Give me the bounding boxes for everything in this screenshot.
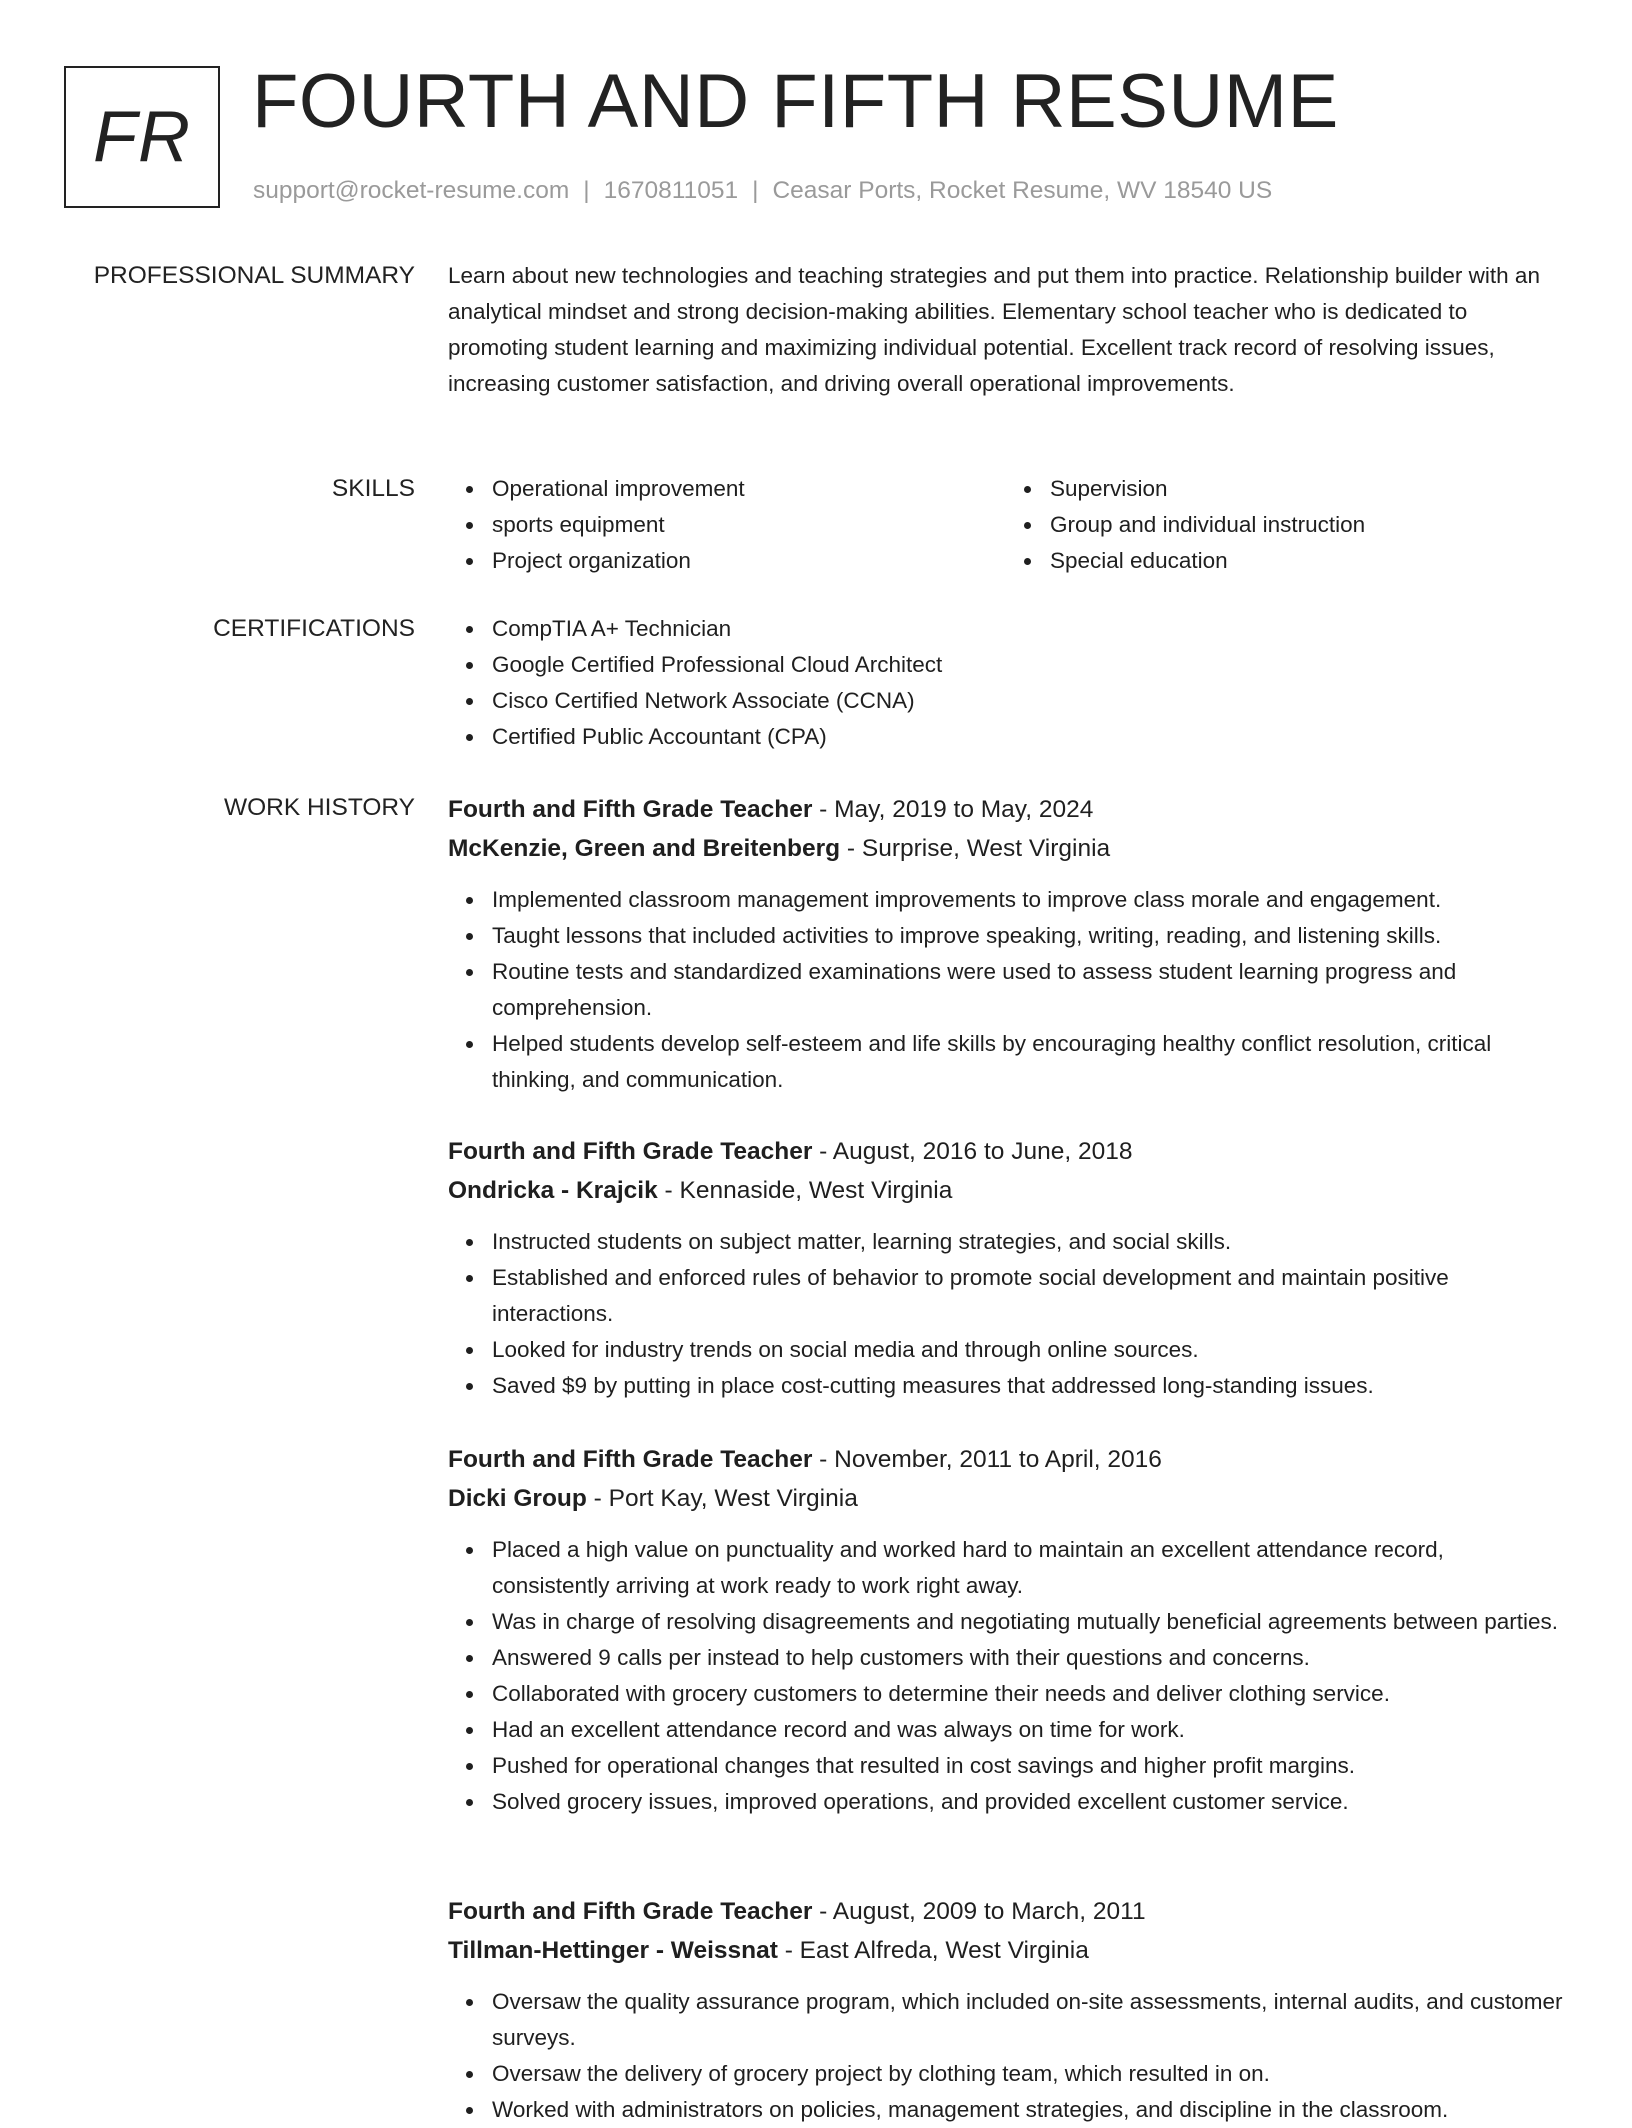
resume-title: FOURTH AND FIFTH RESUME xyxy=(252,59,1339,144)
job-duty: Established and enforced rules of behavior to promote social development and maintain positive interactions. xyxy=(492,1260,1564,1332)
job-dates: - November, 2011 to April, 2016 xyxy=(812,1446,1162,1473)
job-company: McKenzie, Green and Breitenberg xyxy=(448,835,841,862)
section-title-skills: SKILLS xyxy=(331,475,415,502)
job-title-line xyxy=(448,1440,1564,1479)
contact-email[interactable]: support@rocket-resume.com xyxy=(253,177,570,204)
skill-item: sports equipment xyxy=(492,507,1006,543)
job-duty: Worked with administrators on policies, management strategies, and discipline in the classroom. xyxy=(492,2092,1564,2128)
job-location: - East Alfreda, West Virginia xyxy=(777,1937,1089,1964)
contact-phone[interactable]: 1670811051 xyxy=(603,177,739,204)
job-duty: Pushed for operational changes that resulted in cost savings and higher profit margins. xyxy=(492,1748,1564,1784)
job-duty: Instructed students on subject matter, learning strategies, and social skills. xyxy=(492,1224,1564,1260)
job-title-line xyxy=(448,790,1564,829)
section-title-work-history: WORK HISTORY xyxy=(223,794,415,821)
skill-item: Operational improvement xyxy=(492,471,1006,507)
contact-separator: | xyxy=(583,177,590,204)
skills-list-right xyxy=(1006,471,1564,579)
contact-address: Ceasar Ports, Rocket Resume, WV 18540 US xyxy=(772,177,1273,204)
job-duty: Solved grocery issues, improved operations, and provided excellent customer service. xyxy=(492,1784,1564,1820)
job-duty: Routine tests and standardized examinations were used to assess student learning progress and comprehension. xyxy=(492,954,1564,1026)
job-duty: Answered 9 calls per instead to help customers with their questions and concerns. xyxy=(492,1640,1564,1676)
job-role: Fourth and Fifth Grade Teacher xyxy=(448,796,813,823)
job-duty: Helped students develop self-esteem and life skills by encouraging healthy conflict resolution, critical thinking, and communication. xyxy=(492,1026,1564,1098)
job-role: Fourth and Fifth Grade Teacher xyxy=(448,1446,813,1473)
section-title-summary: PROFESSIONAL SUMMARY xyxy=(93,262,415,289)
job-duty: Implemented classroom management improvements to improve class morale and engagement. xyxy=(492,882,1564,918)
job-location: - Port Kay, West Virginia xyxy=(586,1485,858,1512)
job-entry xyxy=(448,790,1564,1098)
job-duty: Placed a high value on punctuality and worked hard to maintain an excellent attendance record, consistently arriving at work ready to work right away. xyxy=(492,1532,1564,1604)
job-duty: Saved $9 by putting in place cost-cutting measures that addressed long-standing issues. xyxy=(492,1368,1564,1404)
certification-item: Cisco Certified Network Associate (CCNA) xyxy=(492,683,1564,719)
job-dates: - August, 2009 to March, 2011 xyxy=(812,1898,1146,1925)
job-duties-list xyxy=(448,1532,1564,1820)
contact-separator: | xyxy=(752,177,759,204)
job-location: - Kennaside, West Virginia xyxy=(657,1177,953,1204)
certification-item: Google Certified Professional Cloud Architect xyxy=(492,647,1564,683)
job-dates: - August, 2016 to June, 2018 xyxy=(812,1138,1133,1165)
job-duty: Looked for industry trends on social media and through online sources. xyxy=(492,1332,1564,1368)
job-duty: Had an excellent attendance record and was always on time for work. xyxy=(492,1712,1564,1748)
job-duties-list xyxy=(448,882,1564,1098)
job-company: Dicki Group xyxy=(448,1485,587,1512)
job-role: Fourth and Fifth Grade Teacher xyxy=(448,1898,813,1925)
monogram-logo: FR xyxy=(64,66,220,208)
job-duty: Was in charge of resolving disagreements and negotiating mutually beneficial agreements between parties. xyxy=(492,1604,1564,1640)
job-duty: Collaborated with grocery customers to determine their needs and deliver clothing service. xyxy=(492,1676,1564,1712)
certification-item: CompTIA A+ Technician xyxy=(492,611,1564,647)
contact-line xyxy=(253,175,1272,207)
job-company-line xyxy=(448,1931,1564,1970)
job-company-line xyxy=(448,1479,1564,1518)
certification-item: Certified Public Accountant (CPA) xyxy=(492,719,1564,755)
job-company: Ondricka - Krajcik xyxy=(448,1177,658,1204)
job-duties-list xyxy=(448,1984,1564,2128)
job-location: - Surprise, West Virginia xyxy=(840,835,1111,862)
job-duty: Taught lessons that included activities to improve speaking, writing, reading, and listening skills. xyxy=(492,918,1564,954)
job-title-line xyxy=(448,1892,1564,1931)
section-title-certifications: CERTIFICATIONS xyxy=(213,615,415,642)
skill-item: Special education xyxy=(1050,543,1564,579)
skill-item: Project organization xyxy=(492,543,1006,579)
skill-item: Supervision xyxy=(1050,471,1564,507)
skills-list-left xyxy=(448,471,1006,579)
job-title-line xyxy=(448,1132,1564,1171)
job-duty: Oversaw the delivery of grocery project by clothing team, which resulted in on. xyxy=(492,2056,1564,2092)
job-company: Tillman-Hettinger - Weissnat xyxy=(448,1937,778,1964)
job-company-line xyxy=(448,1171,1564,1210)
job-entry xyxy=(448,1440,1564,1820)
job-duties-list xyxy=(448,1224,1564,1404)
skill-item: Group and individual instruction xyxy=(1050,507,1564,543)
certifications-list xyxy=(448,611,1564,755)
skills-grid xyxy=(448,471,1564,579)
job-role: Fourth and Fifth Grade Teacher xyxy=(448,1138,813,1165)
job-entry xyxy=(448,1892,1564,2128)
job-company-line xyxy=(448,829,1564,868)
job-entry xyxy=(448,1132,1564,1404)
summary-text: Learn about new technologies and teaching strategies and put them into practice. Relationship builder with an analytical mindset and strong decision-making abilities. Elementary school teacher who is dedicated to promoting student learning and maximizing individual potential. Excellent track record of resolving issues, increasing customer satisfaction, and driving overall operational improvements. xyxy=(448,263,1540,396)
job-duty: Oversaw the quality assurance program, which included on-site assessments, internal audits, and customer surveys. xyxy=(492,1984,1564,2056)
job-dates: - May, 2019 to May, 2024 xyxy=(812,796,1094,823)
